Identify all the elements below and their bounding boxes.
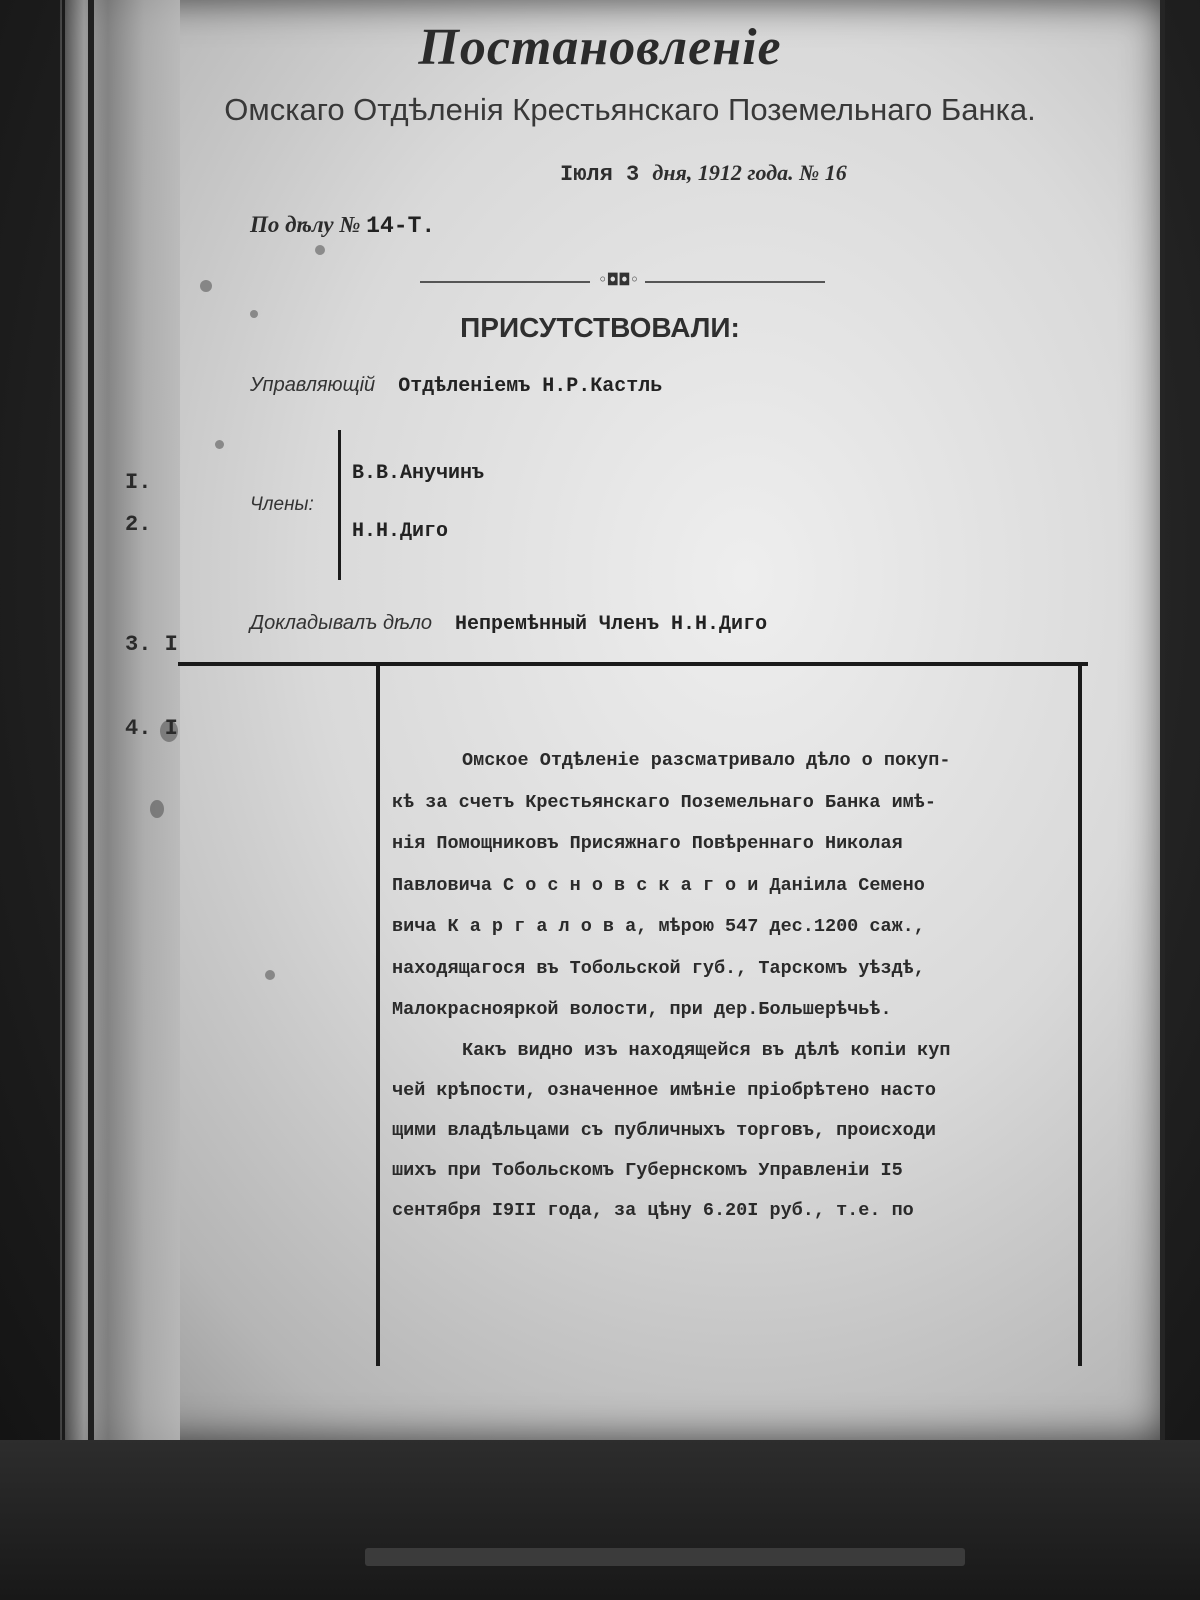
margin-number-3: 3. І — [125, 632, 178, 657]
body-line: Какъ видно изъ находящейся въ дѣлѣ копіи куп — [462, 1039, 951, 1061]
body-line: чей крѣпости, означенное имѣніе пріобрѣтено насто — [392, 1079, 936, 1101]
present-heading: ПРИСУТСТВОВАЛИ: — [460, 312, 740, 343]
body-line: нія Помощниковъ Присяжнаго Повѣреннаго Николая — [392, 833, 903, 854]
body-line: щими владѣльцами съ публичныхъ торговъ, происходи — [392, 1119, 936, 1141]
left-edge-line-2 — [88, 0, 94, 1440]
body-line: Павловича С о с н о в с к а г о и Даніила Семено — [392, 874, 925, 896]
bank-name-subtitle: Омскаго Отдѣленія Крестьянскаго Поземельнаго Банка. — [224, 92, 1036, 127]
members-label: Члены: — [250, 494, 314, 515]
left-edge-line — [62, 0, 65, 1440]
members-bracket-line — [338, 430, 341, 580]
manager-row — [250, 374, 662, 398]
margin-number-4: 4. І — [125, 716, 178, 741]
body-line: сентября I9II года, за цѣну 6.20I руб., т.е. по — [392, 1199, 914, 1221]
ornament-divider: ◦◘◘◦ — [598, 270, 639, 289]
manager-label: Управляющій — [250, 374, 376, 396]
margin-number-2: 2. — [125, 512, 152, 537]
body-line: вича К а р г а л о в а, мѣрою 547 дес.1200 саж., — [392, 916, 925, 937]
resolution-body-text — [392, 740, 1082, 1231]
body-line: кѣ за счетъ Крестьянскаго Поземельнаго Банка имѣ- — [392, 791, 936, 813]
case-number: 14-Т. — [366, 213, 436, 239]
case-line — [250, 212, 435, 239]
stain — [215, 440, 224, 449]
date-month-day: Іюля 3 — [560, 162, 640, 187]
case-label: По дѣлу № — [250, 212, 361, 237]
manager-value: Отдѣленіемъ Н.Р.Кастль — [398, 375, 663, 398]
body-line: находящагося въ Тобольской губ., Тарскомъ уѣздѣ, — [392, 957, 925, 979]
stain — [315, 245, 325, 255]
body-line: шихъ при Тобольскомъ Губернскомъ Управленіи I5 — [392, 1159, 903, 1181]
reporter-row — [250, 612, 767, 636]
viewer-bottom-frame — [0, 1440, 1200, 1600]
body-line: Малокраснояркой волости, при дер.Большерѣчьѣ. — [392, 999, 892, 1020]
stain — [265, 970, 275, 980]
margin-number-1: I. — [125, 470, 152, 495]
date-suffix: дня, 1912 года. № 16 — [652, 160, 847, 185]
body-line: Омское Отдѣленіе разсматривало дѣло о покуп- — [462, 750, 951, 771]
viewer-slot — [365, 1548, 965, 1566]
reporter-label: Докладывалъ дѣло — [250, 612, 433, 634]
divider-left — [420, 281, 590, 283]
member-name-1: В.В.Анучинъ — [352, 462, 485, 485]
reporter-value: Непремѣнный Членъ Н.Н.Диго — [455, 613, 768, 636]
stain — [200, 280, 212, 292]
divider-right — [645, 281, 825, 283]
body-box-column-divider — [376, 666, 380, 1366]
stain — [150, 800, 164, 818]
member-name-2: Н.Н.Диго — [352, 520, 449, 543]
document-title: Постановленіе — [418, 19, 782, 76]
right-edge-line — [1160, 0, 1165, 1440]
date-line — [560, 160, 847, 187]
body-box-top-border — [178, 662, 1088, 666]
